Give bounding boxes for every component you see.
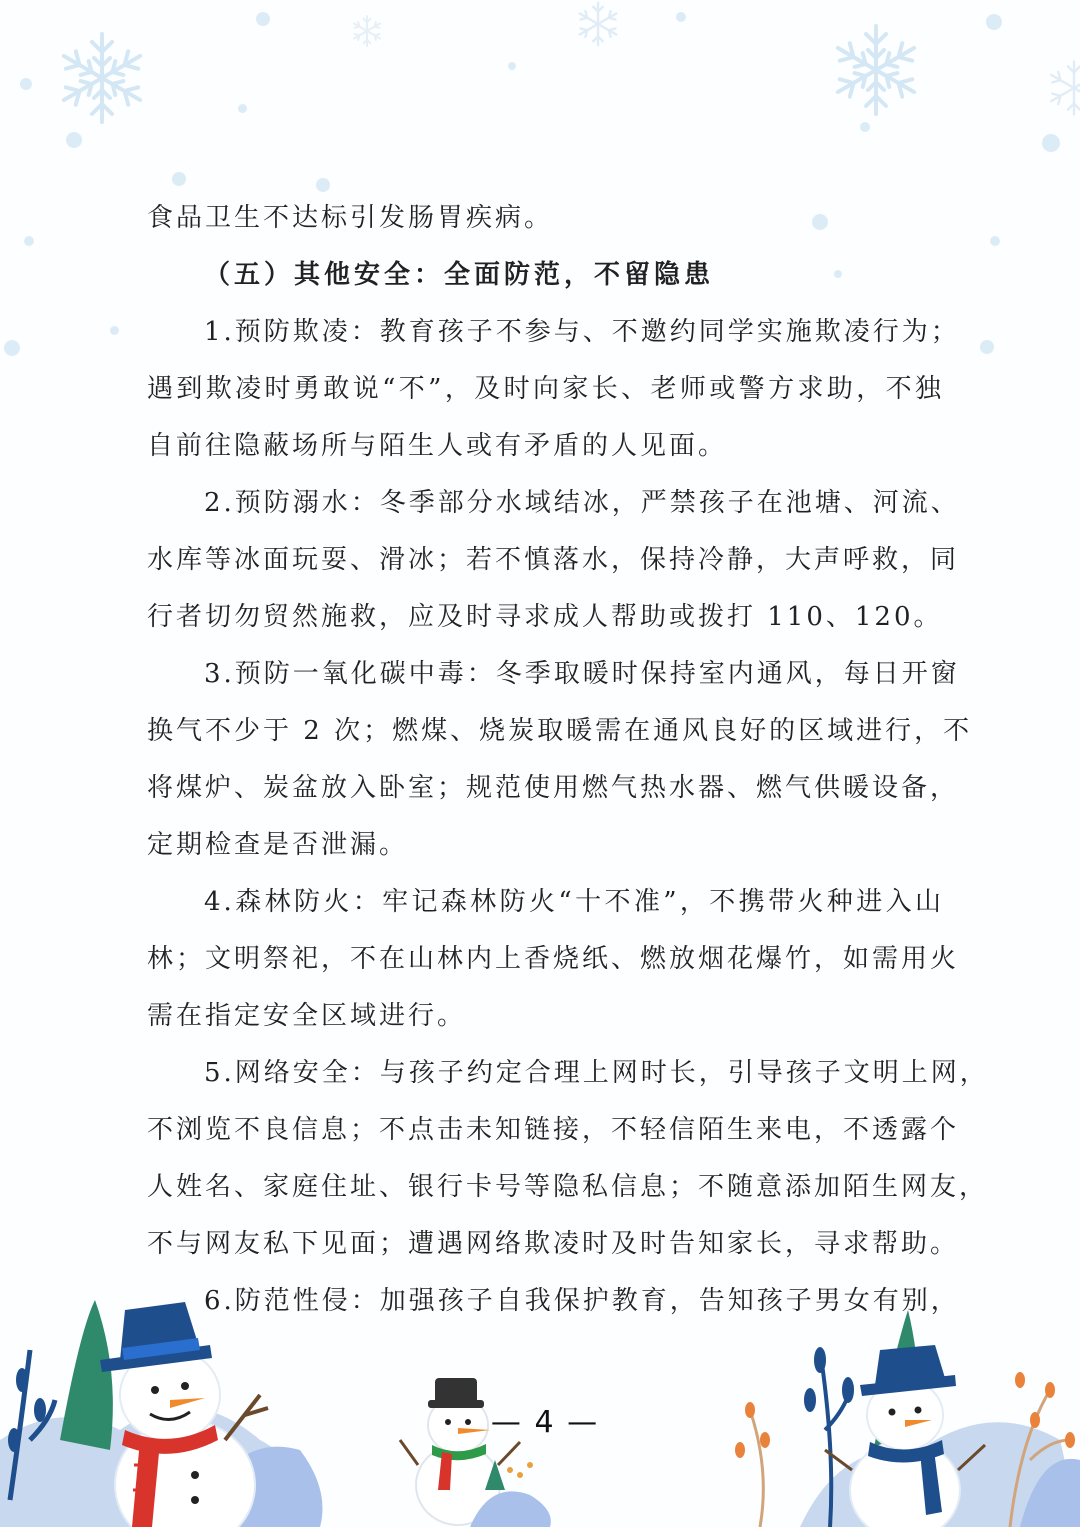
snow-dot [860,122,870,132]
snow-dot [172,172,186,186]
snow-dot [508,62,516,70]
text-line: 不与网友私下见面；遭遇网络欺凌时及时告知家长，寻求帮助。 [147,1229,960,1259]
snow-dot [990,236,1000,246]
snow-dot [834,270,842,278]
snow-dot [676,12,686,22]
text-line: 6.防范性侵：加强孩子自我保护教育，告知孩子男女有别， [204,1286,960,1316]
snowflake-icon [1044,58,1080,118]
text-line: 遇到欺凌时勇敢说“不”，及时向家长、老师或警方求助，不独 [147,374,944,404]
snowflake-icon [52,28,152,128]
snow-dot [24,236,34,246]
section-heading: （五）其他安全：全面防范，不留隐患 [204,260,715,290]
snow-dot [256,12,270,26]
snow-dot [812,214,828,230]
snowman-icon [0,1290,330,1527]
text-line: 换气不少于 2 次；燃煤、烧炭取暖需在通风良好的区域进行，不 [147,716,973,746]
text-line: 不浏览不良信息；不点击未知链接，不轻信陌生来电，不透露个 [147,1115,960,1145]
text-line: 需在指定安全区域进行。 [147,1001,467,1031]
snowflake-icon [826,20,926,120]
snow-dot [66,132,82,148]
page-number: — 4 — [490,1405,600,1440]
text-line: 5.网络安全：与孩子约定合理上网时长，引导孩子文明上网， [204,1058,989,1088]
snow-dot [20,78,32,90]
snow-dot [980,340,994,354]
snow-dot [1042,134,1060,152]
snowflake-icon [574,0,622,48]
text-line: 3.预防一氧化碳中毒：冬季取暖时保持室内通风，每日开窗 [204,659,960,689]
snowflake-icon [350,14,384,48]
text-line: 2.预防溺水：冬季部分水域结冰，严禁孩子在池塘、河流、 [204,488,960,518]
text-line: 定期检查是否泄漏。 [147,830,409,860]
snowman-icon [390,1370,560,1527]
text-line: 自前往隐蔽场所与陌生人或有矛盾的人见面。 [147,431,728,461]
text-line: 食品卫生不达标引发肠胃疾病。 [147,203,554,233]
text-line: 水库等冰面玩耍、滑冰；若不慎落水，保持冷静，大声呼救，同 [147,545,960,575]
text-line: 4.森林防火：牢记森林防火“十不准”，不携带火种进入山 [204,887,944,917]
snow-dot [4,340,20,356]
snow-dot [238,104,247,113]
text-line: 林；文明祭祀，不在山林内上香烧纸、燃放烟花爆竹，如需用火 [147,944,960,974]
text-line: 将煤炉、炭盆放入卧室；规范使用燃气热水器、燃气供暖设备， [147,773,960,803]
text-line: 1.预防欺凌：教育孩子不参与、不邀约同学实施欺凌行为； [204,317,960,347]
snowman-icon [720,1290,1080,1527]
snow-dot [986,14,1002,30]
snow-dot [110,326,119,335]
text-line: 人姓名、家庭住址、银行卡号等隐私信息；不随意添加陌生网友， [147,1172,989,1202]
text-line: 行者切勿贸然施救，应及时寻求成人帮助或拨打 110、120。 [147,602,943,632]
